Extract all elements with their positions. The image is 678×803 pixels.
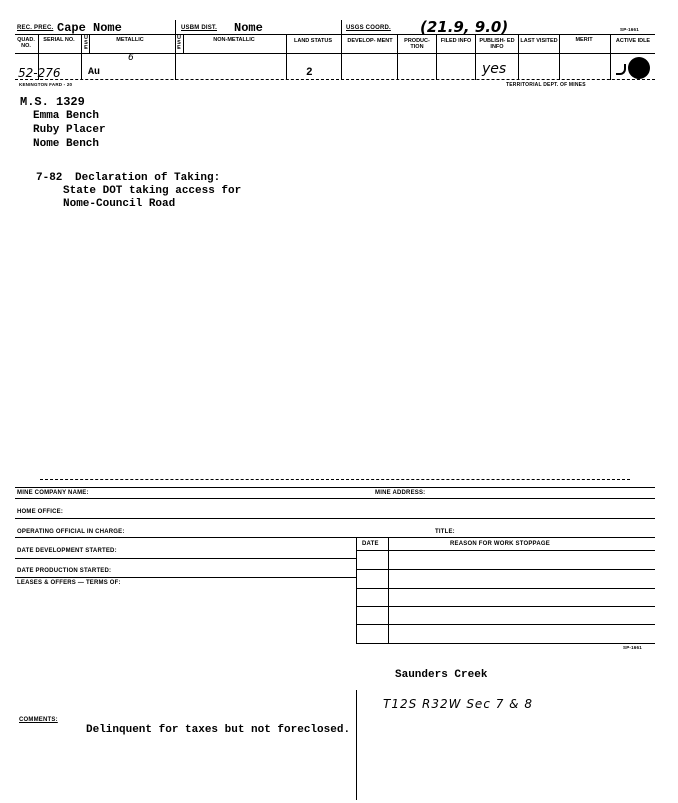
development-started-label: DATE DEVELOPMENT STARTED: — [17, 548, 117, 554]
location-name: Saunders Creek — [395, 669, 488, 681]
operating-official-label: OPERATING OFFICIAL IN CHARGE: — [17, 529, 125, 535]
lower-form-number: SP-1661 — [623, 645, 642, 650]
col-quad-no: QUAD. NO. — [17, 37, 35, 49]
col-published-info: PUBLISH- ED INFO — [479, 38, 515, 50]
col-development: DEVELOP- MENT — [347, 38, 393, 44]
col-non-metallic: NON-METALLIC — [213, 37, 255, 43]
usgs-coord-value: (21.9, 9.0) — [420, 18, 509, 36]
note-date: 7-82 — [36, 172, 63, 184]
footer-left: KENINGTON FARD - 20 — [19, 82, 73, 87]
comments-value: Delinquent for taxes but not foreclosed. — [86, 724, 351, 736]
leases-label: LEASES & OFFERS — TERMS OF: — [17, 580, 121, 586]
note-line1: State DOT taking access for — [63, 185, 242, 197]
quad-no-value: 52-276 — [18, 66, 61, 80]
mine-company-name-label: MINE COMPANY NAME: — [17, 490, 89, 496]
claims-list — [33, 109, 106, 151]
township-range: T12S R32W Sec 7 & 8 — [383, 697, 533, 711]
col-use-1: U S E — [84, 35, 88, 51]
col-merit: MERIT — [575, 37, 593, 43]
rec-prec-label: REC. PREC. — [17, 25, 54, 31]
reason-column-header: REASON FOR WORK STOPPAGE — [450, 541, 550, 547]
usbm-dist-label: USBM DIST. — [181, 25, 218, 31]
col-land-status: LAND STATUS — [294, 38, 332, 44]
comments-label: COMMENTS: — [19, 717, 58, 723]
rec-prec-value: Cape Nome — [57, 21, 122, 35]
home-office-label: HOME OFFICE: — [17, 509, 64, 515]
check-mark-icon — [616, 64, 626, 75]
note-title: Declaration of Taking: — [75, 172, 221, 184]
col-production: PRODUC- TION — [404, 38, 430, 50]
production-started-label: DATE PRODUCTION STARTED: — [17, 568, 112, 574]
col-active-idle: ACTIVE IDLE — [615, 38, 651, 44]
published-info-value: yes — [482, 61, 507, 77]
claim-item: Emma Bench — [33, 110, 100, 122]
form-number: SP-1661 — [620, 27, 639, 32]
mine-address-label: MINE ADDRESS: — [375, 490, 426, 496]
date-column-header: DATE — [362, 541, 379, 547]
col-use-2: U S E — [177, 35, 181, 51]
usgs-coord-label: USGS COORD. — [346, 25, 391, 31]
metallic-value: Au — [88, 67, 101, 78]
col-metallic: METALLIC — [116, 37, 144, 43]
claim-item: Ruby Placer — [33, 124, 106, 136]
active-idle-dot-icon — [628, 57, 650, 79]
note-line2: Nome-Council Road — [63, 198, 176, 210]
col-serial-no: SERIAL NO. — [43, 37, 75, 43]
survey-number: M.S. 1329 — [20, 95, 85, 109]
metallic-mark: 6 — [128, 53, 134, 63]
col-last-visited: LAST VISITED — [520, 38, 558, 44]
col-filed-info: FILED INFO — [440, 38, 472, 44]
title-label: TITLE: — [435, 529, 455, 535]
land-status-value: 2 — [306, 67, 313, 79]
usbm-dist-value: Nome — [234, 21, 263, 35]
claim-item: Nome Bench — [33, 138, 100, 150]
footer-right: TERRITORIAL DEPT. OF MINES — [506, 82, 586, 88]
